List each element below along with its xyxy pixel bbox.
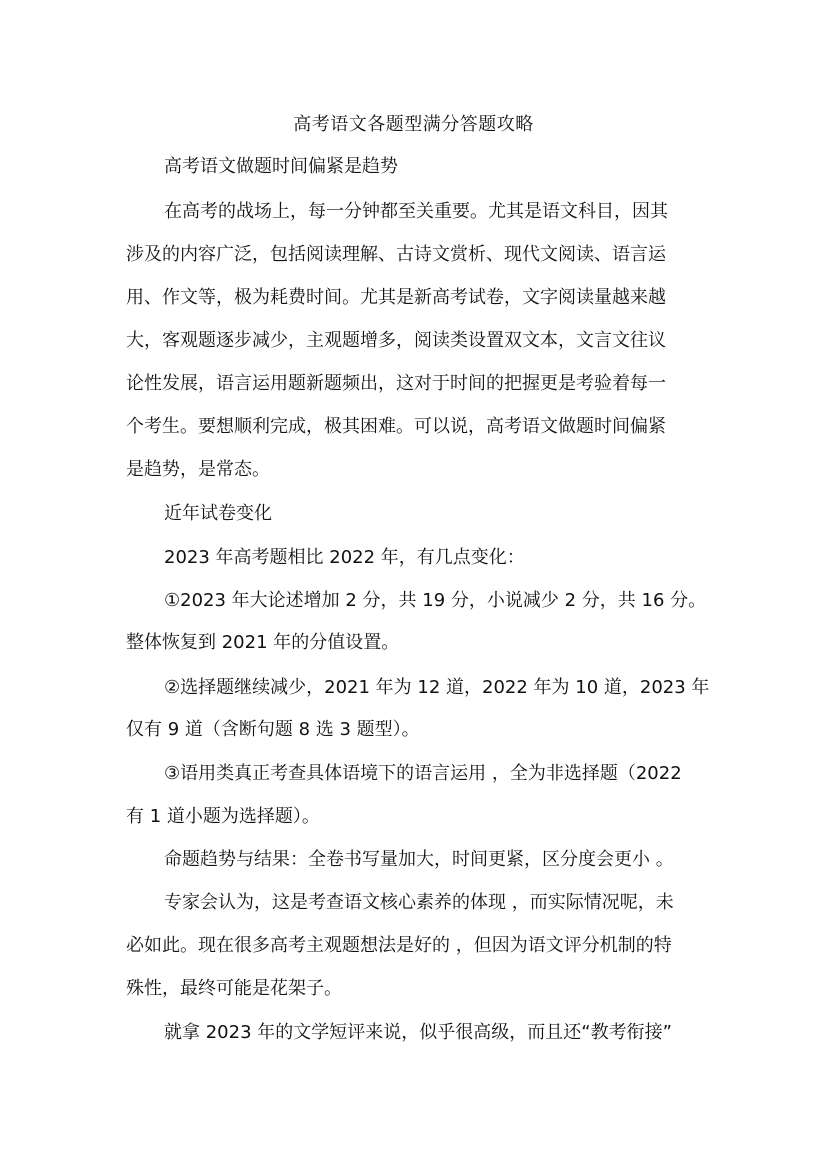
paragraph-line: 就拿 2023 年的文学短评来说，似乎很高级，而且还“教考衔接”: [164, 1022, 672, 1043]
paragraph-line: 2023 年高考题相比 2022 年，有几点变化：: [164, 547, 525, 568]
paragraph-line: 在高考的战场上，每一分钟都至关重要。尤其是语文科目，因其: [164, 201, 668, 222]
section-heading-recent-changes: 近年试卷变化: [164, 503, 272, 524]
paragraph-line: 专家会认为，这是考查语文核心素养的体现 ，而实际情况呢，未: [164, 892, 674, 913]
paragraph-line: 大，客观题逐步减少，主观题增多，阅读类设置双文本，文言文往议: [126, 330, 666, 351]
paragraph-line: 命题趋势与结果：全卷书写量加大，时间更紧，区分度会更小 。: [164, 849, 674, 870]
list-item-line: 整体恢复到 2021 年的分值设置。: [126, 632, 400, 653]
paragraph-line: 是趋势，是常态。: [126, 459, 270, 480]
document-title: 高考语文各题型满分答题攻略: [293, 114, 534, 135]
paragraph-line: 殊性，最终可能是花架子。: [126, 978, 342, 999]
paragraph-line: 用、作文等，极为耗费时间。尤其是新高考试卷，文字阅读量越来越: [126, 287, 666, 308]
list-item-line: ③语用类真正考查具体语境下的语言运用 ，全为非选择题（2022: [164, 763, 682, 784]
paragraph-line: 必如此。现在很多高考主观题想法是好的 ，但因为语文评分机制的特: [126, 935, 672, 956]
list-item-line: ①2023 年大论述增加 2 分，共 19 分，小说减少 2 分，共 16 分。: [164, 590, 707, 611]
list-item-line: 有 1 道小题为选择题）。: [126, 806, 320, 827]
paragraph-line: 涉及的内容广泛，包括阅读理解、古诗文赏析、现代文阅读、语言运: [126, 244, 666, 265]
list-item-line: 仅有 9 道（含断句题 8 选 3 题型）。: [126, 719, 420, 740]
section-heading-time-pressure: 高考语文做题时间偏紧是趋势: [164, 156, 398, 177]
paragraph-line: 个考生。要想顺利完成，极其困难。可以说，高考语文做题时间偏紧: [126, 416, 666, 437]
list-item-line: ②选择题继续减少，2021 年为 12 道，2022 年为 10 道，2023 年: [164, 677, 710, 698]
paragraph-line: 论性发展，语言运用题新题频出，这对于时间的把握更是考验着每一: [126, 373, 666, 394]
